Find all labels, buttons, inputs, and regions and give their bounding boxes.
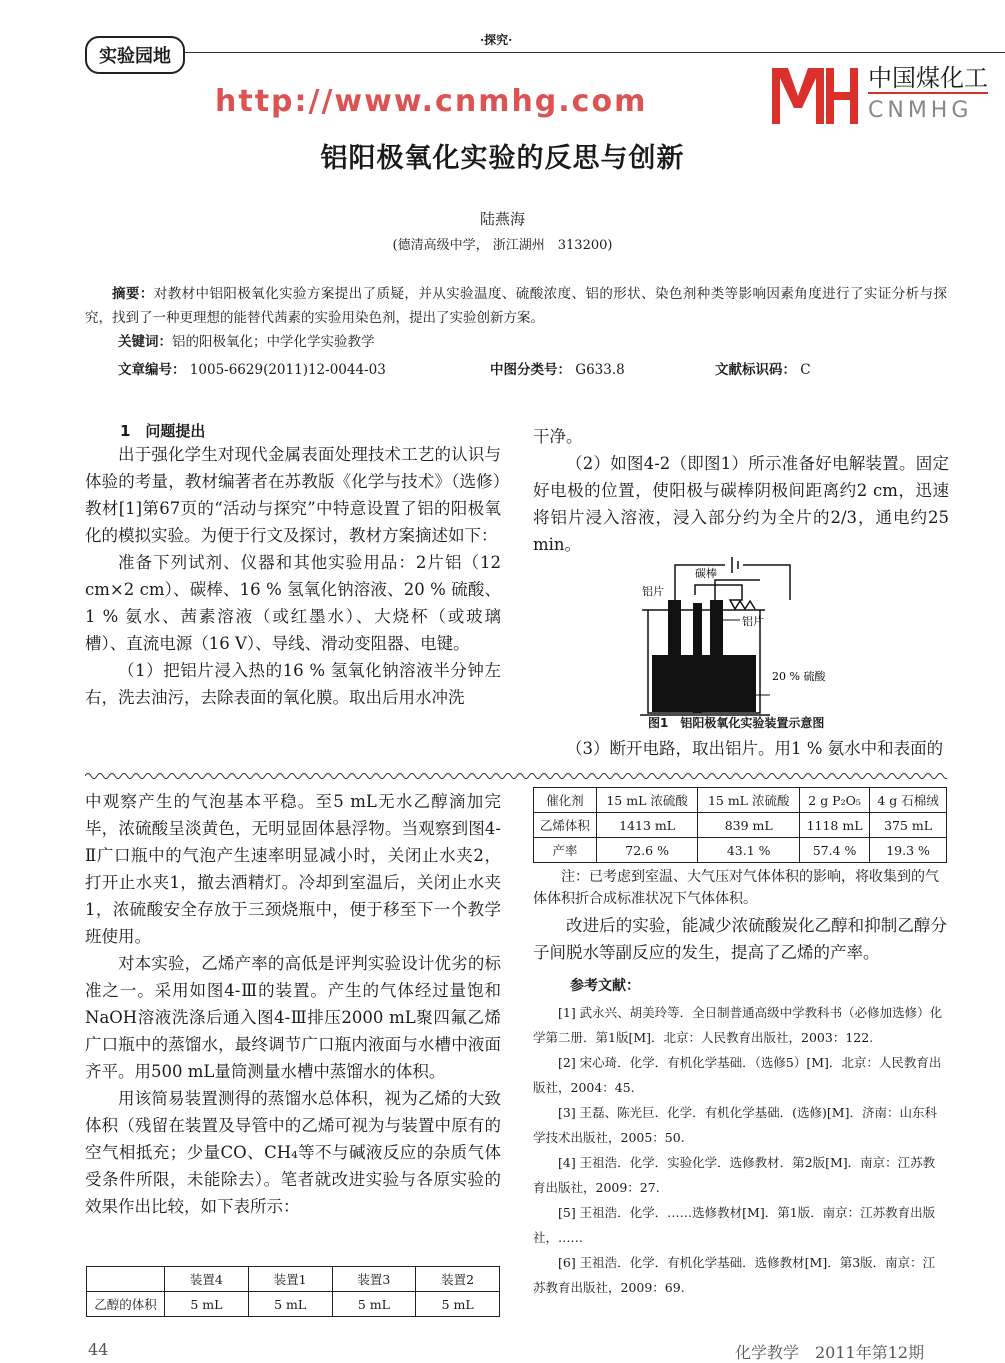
upper-right-continuation [533,735,949,762]
logo-cn-text: 中国煤化工 [868,64,988,92]
doc-code-value: C [800,362,811,378]
paragraph: 中观察产生的气泡基本平稳。至5 mL无水乙醇滴加完毕，浓硫酸呈淡黄色，无明显固体悬浮物。当观察到图4-Ⅱ广口瓶中的气泡产生速率明显减小时，关闭止水夹2，打开止水夹1，撤去酒精灯。冷却到室温后，关闭止水夹1，浓硫酸安全存放于三颈烧瓶中，便于移至下一个教学班使用。 [85,792,501,946]
paragraph: （1）把铝片浸入热的16 % 氢氧化钠溶液半分钟左右，洗去油污，去除表面的氧化膜。取出后用水冲洗 [85,661,501,707]
table-cell: 5 mL [248,1292,332,1317]
paragraph: 干净。 [533,427,583,446]
table-cell: 催化剂 [534,788,597,813]
article-number-value: 1005-6629(2011)12-0044-03 [189,362,386,378]
paragraph: 对本实验，乙烯产率的高低是评判实验设计优劣的标准之一。采用如图4-Ⅲ的装置。产生的气体经过量饱和NaOH溶液洗涤后通入图4-Ⅲ排压2000 mL聚四氟乙烯广口瓶中的蒸馏水，最终调节广口瓶内液面与水槽中液面齐平。用500 mL量筒测量水槽中蒸馏水的体积。 [85,954,501,1081]
table-cell: 57.4 % [800,838,870,863]
acid-label: 20 % 硫酸 [772,670,826,683]
reference-item: [5] 王祖浩．化学．……选修教材[M]．第1版．南京：江苏教育出版社，…… [533,1205,936,1245]
catalyst-yield-table [533,787,947,863]
paragraph: 用该简易装置测得的蒸馏水总体积，视为乙烯的大致体积（残留在装置及导管中的乙烯可视为与装置中原有的空气相抵充；少量CO、CH₄等不与碱液反应的杂质气体受条件所限，未能除去）。笔者就改进实验与各原实验的效果作出比较，如下表所示： [85,1089,501,1216]
paragraph: 准备下列试剂、仪器和其他实验用品：2片铝（12 cm×2 cm）、碳棒、16 % 氢氧化钠溶液、20 % 硫酸、1 % 氨水、茜素溶液（或红墨水）、大烧杯（或玻璃槽）、直流电源（16 V）、导线、滑动变阻器、电键。 [85,553,501,653]
article-title: 铝阳极氧化实验的反思与创新 [320,143,685,174]
table-cell: 5 mL [165,1292,249,1317]
table-row [87,1267,500,1292]
abstract [85,282,947,330]
journal-issue: 化学教学 2011年第12期 [735,1343,925,1362]
mh-logo-mark [770,66,860,126]
article-number [118,358,386,378]
table-cell: 72.6 % [596,838,698,863]
reference-item: [4] 王祖浩．化学．实验化学．选修教材．第2版[M]．南京：江苏教育出版社，2009：27. [533,1155,936,1195]
table-note: 注：已考虑到室温、大气压对气体体积的影响，将收集到的气体体积折合成标准状况下气体体积。 [533,869,939,907]
table-row [534,788,947,813]
reference-item: [3] 王磊、陈光巨．化学．有机化学基础．(选修)[M]．济南：山东科学技术出版社，2005：50. [533,1105,937,1145]
header-rule [185,52,1005,53]
section-label: ·探究· [480,33,513,47]
page-number: 44 [88,1340,109,1359]
paragraph: （3）断开电路，取出铝片。用1 % 氨水中和表面的 [566,739,944,758]
table-cell: 5 mL [332,1292,416,1317]
keywords-text: 铝的阳极氧化；中学化学实验教学 [172,334,375,350]
table-cell: 839 mL [698,813,800,838]
article-number-label: 文章编号： [118,362,186,378]
table-cell: 1118 mL [800,813,870,838]
abstract-label: 摘要： [112,286,154,302]
carbon-rod-label: 碳棒 [695,567,717,580]
table-cell: 装置4 [165,1267,249,1292]
author: 陆燕海 [479,210,525,228]
ethanol-volume-table [86,1266,500,1317]
al-sheet-label-left: 铝片 [642,585,664,598]
doc-code-label: 文献标识码： [715,362,796,378]
table-cell [87,1267,165,1292]
column-badge: 实验园地 [85,36,185,74]
table-cell: 19.3 % [870,838,947,863]
keywords-label: 关键词： [118,334,172,350]
clc-number [490,358,625,378]
abstract-text: 对教材中铝阳极氧化实验方案提出了质疑，并从实验温度、硫酸浓度、铝的形状、染色剂种类等影响因素角度进行了实证分析与探究，找到了一种更理想的能替代茜素的实验用染色剂，提出了实验创新方案。 [85,286,948,326]
references-list [533,1000,947,1300]
conclusion [533,912,947,966]
section-heading: 1 问题提出 [120,422,206,440]
al-sheet-label-right: 铝片 [742,615,764,628]
reference-item: [1] 武永兴、胡美玲等．全日制普通高级中学教科书（必修加选修）化学第二册．第1版[M]．北京：人民教育出版社，2003：122. [533,1005,943,1045]
table-cell: 装置1 [248,1267,332,1292]
doc-code [715,358,811,378]
paragraph: 改进后的实验，能减少浓硫酸炭化乙醇和抑制乙醇分子间脱水等副反应的发生，提高了乙烯的产率。 [533,916,947,962]
table-cell: 装置2 [416,1267,500,1292]
table-row [87,1292,500,1317]
table-cell: 15 mL 浓硫酸 [698,788,800,813]
paragraph: 出于强化学生对现代金属表面处理技术工艺的认识与体验的考量，教材编著者在苏教版《化学与技术》（选修）教材[1]第67页的“活动与探究”中特意设置了铝的阳极氧化的模拟实验。为便于行文及探讨，教材方案摘述如下： [85,445,501,545]
wavy-divider [85,770,947,782]
references-heading: 参考文献： [570,978,640,994]
cnmhg-logo [770,62,988,130]
table-cell: 43.1 % [698,838,800,863]
table-cell: 乙烯体积 [534,813,597,838]
clc-label: 中图分类号： [490,362,571,378]
table-cell: 4 g 石棉绒 [870,788,947,813]
paragraph: （2）如图4-2（即图1）所示准备好电解装置。固定好电极的位置，使阳极与碳棒阴极间距离约2 cm，迅速将铝片浸入溶液，浸入部分约为全片的2/3，通电约25 min。 [533,454,949,554]
upper-left-column [85,420,501,711]
reference-item: [6] 王祖浩．化学．有机化学基础．选修教材[M]．第3版．南京：江苏教育出版社，2009：69. [533,1255,936,1295]
table-cell: 5 mL [416,1292,500,1317]
table-cell: 15 mL 浓硫酸 [596,788,698,813]
table-cell: 装置3 [332,1267,416,1292]
table-row [534,813,947,838]
clc-value: G633.8 [575,362,625,378]
keywords [118,330,375,350]
table-row [534,838,947,863]
figure-caption: 图1 铝阳极氧化实验装置示意图 [648,716,825,730]
table-cell: 375 mL [870,813,947,838]
affiliation: (德清高级中学， 浙江湖州 313200) [392,238,613,253]
table-cell: 乙醇的体积 [87,1292,165,1317]
table-cell: 2 g P₂O₅ [800,788,870,813]
table-cell: 1413 mL [596,813,698,838]
logo-en-text: CNMHG [868,98,973,123]
lower-left-column [85,788,501,1220]
upper-right-column [533,423,949,558]
reference-item: [2] 宋心琦．化学．有机化学基础．（选修5）[M]．北京：人民教育出版社，2004：45. [533,1055,942,1095]
watermark: http://www.cnmhg.com [215,84,648,119]
table-cell: 产率 [534,838,597,863]
